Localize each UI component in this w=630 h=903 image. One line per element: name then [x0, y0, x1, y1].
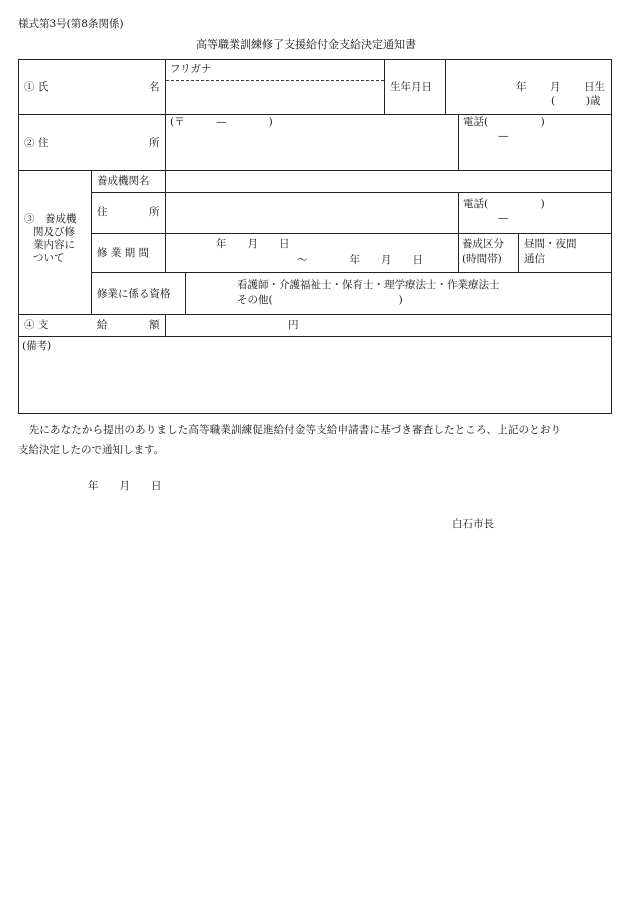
study-period-label: 修 業 期 間 — [97, 247, 150, 259]
institution-address-suffix: 所 — [149, 206, 160, 218]
row-divider-3a — [91, 192, 612, 193]
row-divider-1 — [18, 114, 612, 115]
address-label-suffix: 所 — [149, 137, 160, 149]
issue-date: 年 月 日 — [88, 480, 162, 492]
institution-phone-dash: — — [498, 212, 509, 224]
dob-label: 生年月日 — [390, 81, 432, 93]
col-divider-category — [518, 233, 519, 273]
col-divider-address-phone — [458, 114, 459, 171]
qualification-other: その他( ) — [237, 294, 403, 306]
section3-label-line2: 関及び修 — [33, 226, 75, 238]
section3-label-line3: 業内容に — [33, 239, 75, 251]
dob-month: 月 — [550, 81, 561, 93]
col-divider-amount — [165, 314, 166, 337]
training-category-daynight: 昼間・夜間 — [524, 238, 577, 250]
col-divider-section3 — [91, 170, 92, 315]
col-divider-name-dob — [384, 59, 385, 115]
dob-year: 年 — [516, 81, 527, 93]
institution-name-label: 養成機関名 — [97, 175, 150, 187]
form-number: 様式第3号(第8条関係) — [18, 18, 124, 30]
remarks-label: (備考) — [22, 340, 52, 352]
col-divider-label-r12 — [165, 59, 166, 171]
training-timeslot-label: (時間帯) — [462, 253, 502, 265]
payment-amount-label: ④ 支 — [24, 319, 49, 331]
training-category-correspondence: 通信 — [524, 253, 545, 265]
payment-amount-label-suffix: 額 — [149, 319, 160, 331]
section3-label-line1: ③ 養成機 — [24, 213, 77, 225]
document-title: 高等職業訓練修了支援給付金支給決定通知書 — [196, 38, 416, 51]
institution-address-label: 住 — [97, 206, 108, 218]
row-divider-5 — [18, 336, 612, 337]
age-close: )歳 — [586, 95, 601, 107]
age-open: ( — [551, 95, 556, 107]
notice-body-line2: 支給決定したので通知します。 — [18, 444, 165, 456]
address-phone: 電話( ) — [463, 116, 545, 128]
row-divider-4 — [18, 314, 612, 315]
address-label: ② 住 — [24, 137, 49, 149]
furigana-divider — [166, 80, 384, 81]
col-divider-section3-labels — [165, 170, 166, 273]
row-divider-3c — [91, 272, 612, 273]
furigana-label: フリガナ — [170, 63, 212, 75]
row-divider-3b — [91, 233, 612, 234]
study-period-end: ～ 年 月 日 — [297, 254, 423, 266]
address-phone-dash: — — [498, 130, 509, 142]
qualification-options: 看護師・介護福祉士・保育士・理学療法士・作業療法士 — [237, 279, 500, 291]
col-divider-section3-right — [458, 192, 459, 273]
payment-amount-unit: 円 — [288, 319, 299, 331]
row-divider-2 — [18, 170, 612, 171]
notice-form-table — [18, 59, 612, 414]
study-period-start: 年 月 日 — [216, 238, 290, 250]
dob-day: 日生 — [584, 81, 605, 93]
notice-body-line1: 先にあなたから提出のありました高等職業訓練促進給付金等支給申請書に基づき審査したところ、上記のとおり — [18, 424, 562, 436]
training-category-label: 養成区分 — [462, 238, 504, 250]
name-label: ① 氏 — [24, 81, 49, 93]
col-divider-qualification — [185, 272, 186, 315]
payment-amount-label-mid: 給 — [97, 319, 108, 331]
name-label-suffix: 名 — [149, 81, 160, 93]
postal-code: (〒 — ) — [170, 116, 273, 128]
section3-label-line4: ついて — [33, 252, 65, 264]
col-divider-dob-value — [445, 59, 446, 115]
qualification-label: 修業に係る資格 — [97, 288, 171, 300]
issuer-name: 白石市長 — [452, 518, 494, 530]
institution-phone: 電話( ) — [463, 198, 545, 210]
